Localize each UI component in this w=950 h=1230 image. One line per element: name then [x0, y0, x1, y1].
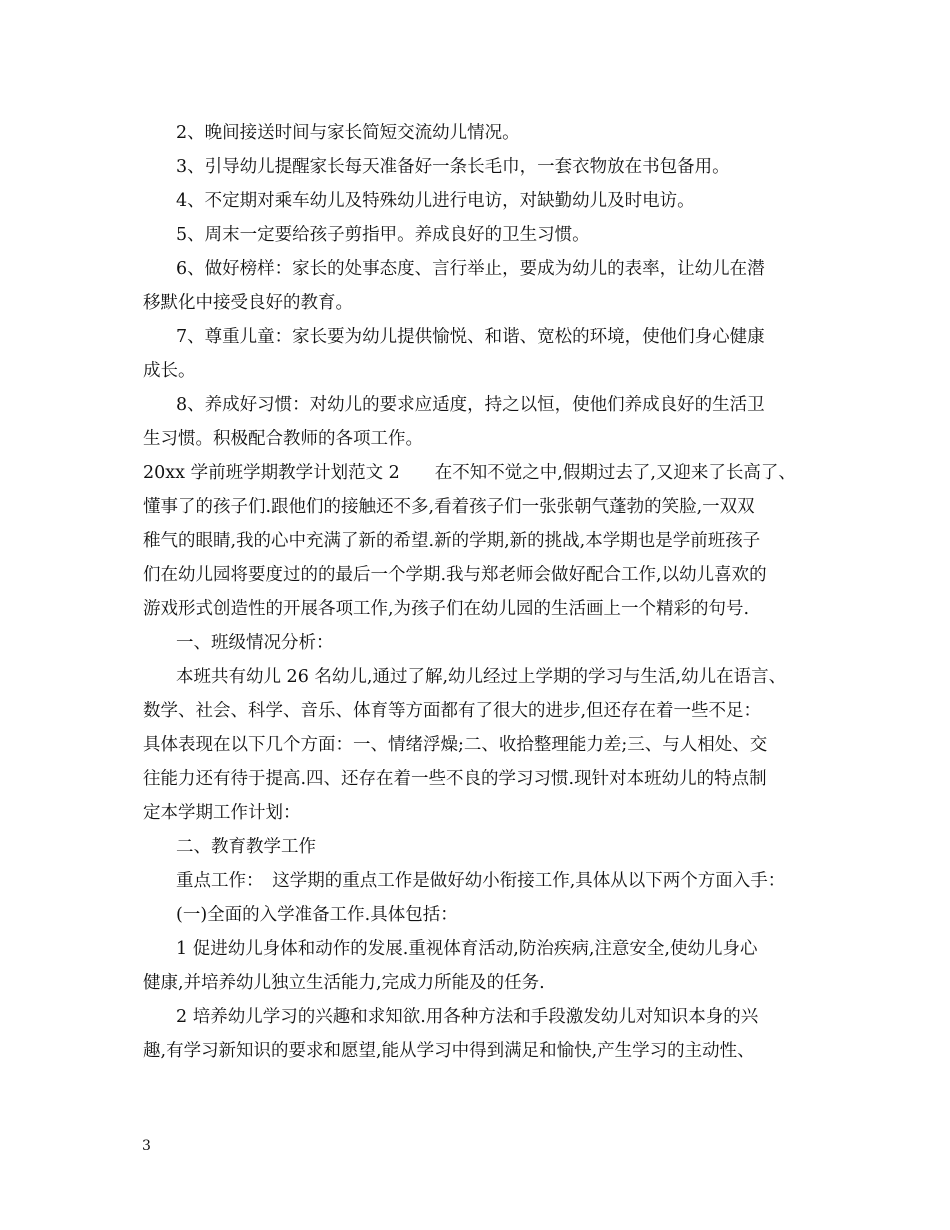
text-line: 定本学期工作计划：	[143, 803, 301, 823]
text-line: 2、晚间接送时间与家长简短交流幼儿情况。	[176, 123, 520, 143]
text-line: 趣,有学习新知识的要求和愿望,能从学习中得到满足和愉快,产生学习的主动性、	[143, 1041, 755, 1061]
text-line: 7、尊重儿童：家长要为幼儿提供愉悦、和谐、宽松的环境，使他们身心健康	[176, 327, 765, 347]
text-line: 生习惯。积极配合教师的各项工作。	[143, 429, 423, 449]
text-line: 8、养成好习惯：对幼儿的要求应适度，持之以恒，使他们养成良好的生活卫	[176, 395, 765, 415]
text-line: 20xx 学前班学期教学计划范文 2 在不知不觉之中,假期过去了,又迎来了长高了、	[143, 463, 796, 483]
text-line: 6、做好榜样：家长的处事态度、言行举止，要成为幼儿的表率，让幼儿在潜	[176, 259, 765, 279]
text-line: 移默化中接受良好的教育。	[143, 293, 353, 313]
page-number: 3	[142, 1138, 151, 1154]
text-line: 数学、社会、科学、音乐、体育等方面都有了很大的进步,但还存在着一些不足：	[143, 701, 762, 721]
document-body	[143, 116, 815, 1068]
text-line: 3、引导幼儿提醒家长每天准备好一条长毛巾，一套衣物放在书包备用。	[176, 157, 730, 177]
text-line: 2 培养幼儿学习的兴趣和求知欲.用各种方法和手段激发幼儿对知识本身的兴	[176, 1007, 759, 1027]
text-line: 们在幼儿园将要度过的的最后一个学期.我与郑老师会做好配合工作,以幼儿喜欢的	[143, 565, 767, 585]
text-line: 一、班级情况分析：	[176, 633, 334, 653]
text-line: 成长。	[143, 361, 196, 381]
text-line: (一)全面的入学准备工作.具体包括：	[176, 905, 458, 925]
text-line: 4、不定期对乘车幼儿及特殊幼儿进行电访，对缺勤幼儿及时电访。	[176, 191, 695, 211]
text-line: 5、周末一定要给孩子剪指甲。养成良好的卫生习惯。	[176, 225, 590, 245]
text-line: 懂事了的孩子们.跟他们的接触还不多,看着孩子们一张张朝气蓬勃的笑脸,一双双	[143, 497, 755, 517]
text-line: 1 促进幼儿身体和动作的发展.重视体育活动,防治疾病,注意安全,使幼儿身心	[176, 939, 758, 959]
text-line: 健康,并培养幼儿独立生活能力,完成力所能及的任务.	[143, 973, 545, 993]
text-line: 本班共有幼儿 26 名幼儿,通过了解,幼儿经过上学期的学习与生活,幼儿在语言、	[176, 667, 787, 687]
text-line: 稚气的眼睛,我的心中充满了新的希望.新的学期,新的挑战,本学期也是学前班孩子	[143, 531, 761, 551]
text-line: 游戏形式创造性的开展各项工作,为孩子们在幼儿园的生活画上一个精彩的句号.	[143, 599, 750, 619]
text-line: 具体表现在以下几个方面：一、情绪浮燥;二、收拾整理能力差;三、与人相处、交	[143, 735, 768, 755]
text-line: 往能力还有待于提高.四、还存在着一些不良的学习习惯.现针对本班幼儿的特点制	[143, 769, 767, 789]
text-line: 二、教育教学工作	[176, 837, 316, 857]
text-line: 重点工作： 这学期的重点工作是做好幼小衔接工作,具体从以下两个方面入手：	[176, 871, 786, 891]
